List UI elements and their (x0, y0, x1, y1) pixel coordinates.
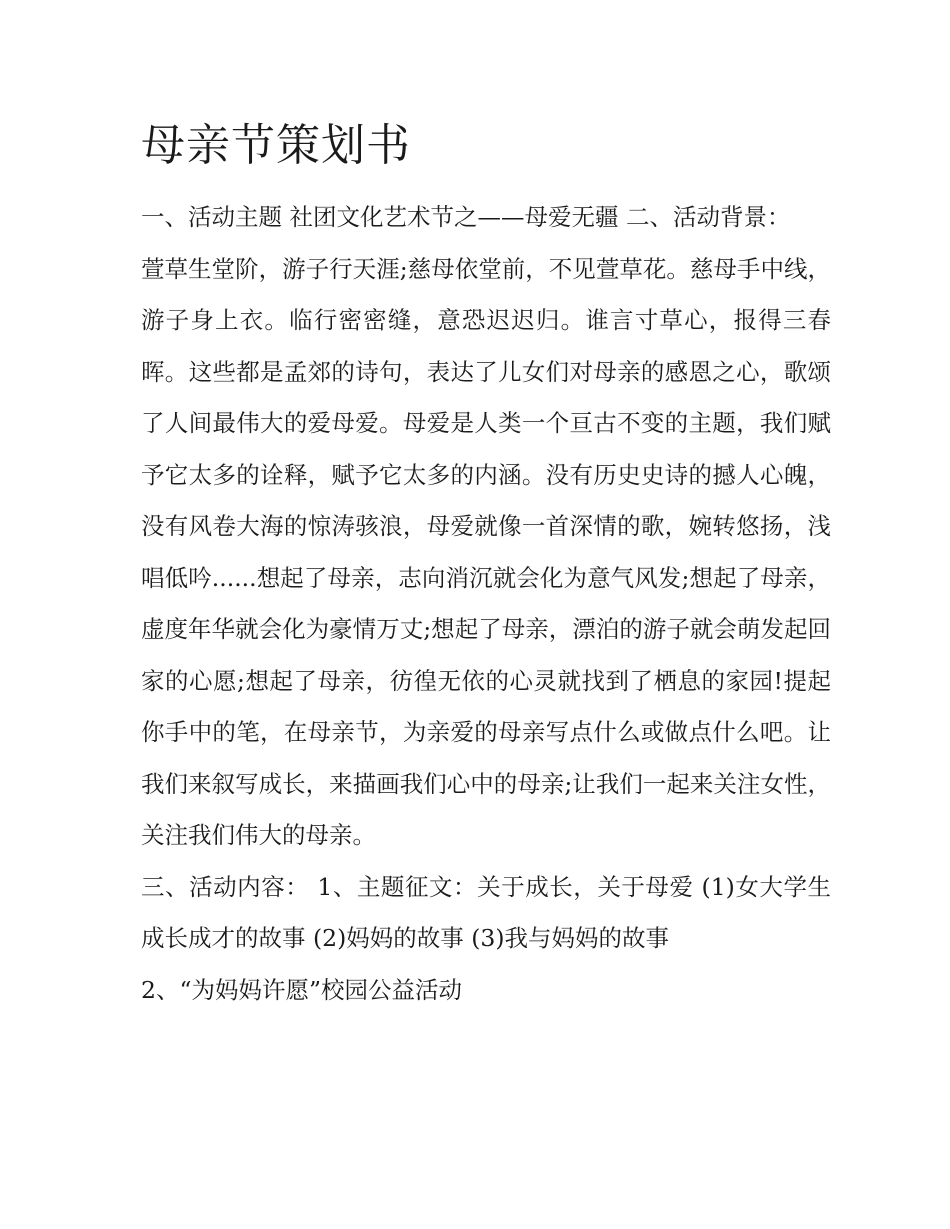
section-theme-background-paragraph: 一、活动主题 社团文化艺术节之——母爱无疆 二、活动背景： (141, 203, 791, 231)
document-page (141, 110, 831, 1016)
document-title: 母亲节策划书 (141, 120, 411, 171)
background-body-paragraph: 萱草生堂阶，游子行天涯;慈母依堂前，不见萱草花。慈母手中线，游子身上衣。临行密密缝，意恐迟迟归。谁言寸草心，报得三春晖。这些都是孟郊的诗句，表达了儿女们对母亲的感恩之心，歌颂了人间最伟大的爱母爱。母爱是人类一个亘古不变的主题，我们赋予它太多的诠释，赋予它太多的内涵。没有历史史诗的撼人心魄，没有风卷大海的惊涛骇浪，母爱就像一首深情的歌，婉转悠扬，浅唱低吟......想起了母亲，志向消沉就会化为意气风发;想起了母亲，虚度年华就会化为豪情万丈;想起了母亲，漂泊的游子就会萌发起回家的心愿;想起了母亲，彷徨无依的心灵就找到了栖息的家园!提起你手中的笔，在母亲节，为亲爱的母亲写点什么或做点什么吧。让我们来叙写成长，来描画我们心中的母亲;让我们一起来关注女性，关注我们伟大的母亲。 (141, 254, 831, 849)
charity-activity-paragraph: 2、“为妈妈许愿”校园公益活动 (141, 975, 462, 1004)
section-activity-content-paragraph: 三、活动内容： 1、主题征文：关于成长，关于母爱 (1)女大学生成长成才的故事 (2)妈妈的故事 (3)我与妈妈的故事 (141, 872, 831, 952)
